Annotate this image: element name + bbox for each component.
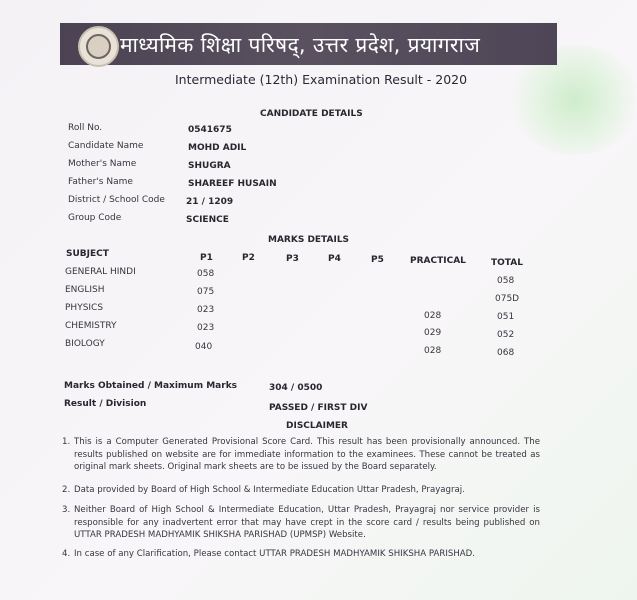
field-label-roll: Roll No. (68, 123, 103, 133)
subject-p1: 040 (195, 342, 213, 352)
field-label-mother: Mother's Name (68, 159, 137, 169)
col-header-p5: P5 (371, 255, 384, 265)
subject-total: 052 (497, 330, 515, 340)
field-label-group: Group Code (68, 213, 122, 223)
field-label-father: Father's Name (68, 177, 133, 187)
col-header-p1: P1 (200, 253, 213, 263)
col-header-subject: SUBJECT (66, 249, 109, 259)
subject-p1: 075 (197, 287, 215, 297)
disclaimer-item: 3. Neither Board of High School & Intermediate Education, Uttar Pradesh, Prayagraj nor service provider is responsible for any inadvertent error that may have crept in the score card / results being published on UTTAR PRADESH MADHYAMIK SHIKSHA PARISHAD (UPMSP) Website. (62, 505, 540, 540)
disclaimer-item: 2. Data provided by Board of High School & Intermediate Education Uttar Pradesh, Prayagraj. (62, 485, 465, 495)
subject-total: 075D (495, 294, 520, 304)
field-value-roll: 0541675 (188, 125, 232, 135)
subject-name: CHEMISTRY (65, 321, 117, 331)
subject-practical: 029 (424, 328, 442, 338)
subject-total: 068 (497, 348, 515, 358)
subject-p1: 023 (197, 305, 215, 315)
col-header-p3: P3 (286, 254, 299, 264)
col-header-practical: PRACTICAL (410, 256, 466, 266)
subject-practical: 028 (424, 346, 442, 356)
field-value-father: SHAREEF HUSAIN (188, 179, 277, 189)
result-value: PASSED / FIRST DIV (269, 403, 368, 413)
subject-name: PHYSICS (65, 303, 104, 313)
disclaimer-item: 1. This is a Computer Generated Provisional Score Card. This result has been provisionally announced. The results published on website are for immediate information to the examinees. These cannot be treated as original mark sheets. Original mark sheets are to be issued by the Board separately. (62, 437, 540, 472)
field-value-district: 21 / 1209 (186, 197, 234, 207)
exam-title: Intermediate (12th) Examination Result - 2020 (175, 72, 468, 87)
disclaimer-title: DISCLAIMER (286, 421, 348, 431)
board-emblem-icon (78, 26, 119, 67)
candidate-section-title: CANDIDATE DETAILS (260, 109, 363, 119)
subject-total: 058 (497, 276, 515, 286)
field-label-district: District / School Code (68, 195, 165, 205)
marks-obtained-value: 304 / 0500 (269, 383, 323, 393)
marks-obtained-label: Marks Obtained / Maximum Marks (64, 381, 238, 391)
field-value-group: SCIENCE (186, 215, 229, 225)
col-header-total: TOTAL (491, 258, 523, 268)
col-header-p2: P2 (242, 253, 255, 263)
field-value-name: MOHD ADIL (188, 143, 247, 153)
board-title: माध्यमिक शिक्षा परिषद्, उत्तर प्रदेश, प्रयागराज (120, 33, 481, 57)
disclaimer-item: 4. In case of any Clarification, Please contact UTTAR PRADESH MADHYAMIK SHIKSHA PARISHAD. (62, 549, 476, 559)
result-label: Result / Division (64, 399, 147, 409)
field-label-name: Candidate Name (68, 141, 144, 151)
col-header-p4: P4 (328, 254, 341, 264)
subject-practical: 028 (424, 311, 442, 321)
subject-total: 051 (497, 312, 515, 322)
subject-p1: 023 (197, 323, 215, 333)
subject-name: GENERAL HINDI (65, 267, 136, 277)
marks-section-title: MARKS DETAILS (268, 235, 350, 245)
field-value-mother: SHUGRA (188, 161, 231, 171)
subject-p1: 058 (197, 269, 215, 279)
subject-name: ENGLISH (65, 285, 105, 295)
subject-name: BIOLOGY (65, 339, 105, 349)
